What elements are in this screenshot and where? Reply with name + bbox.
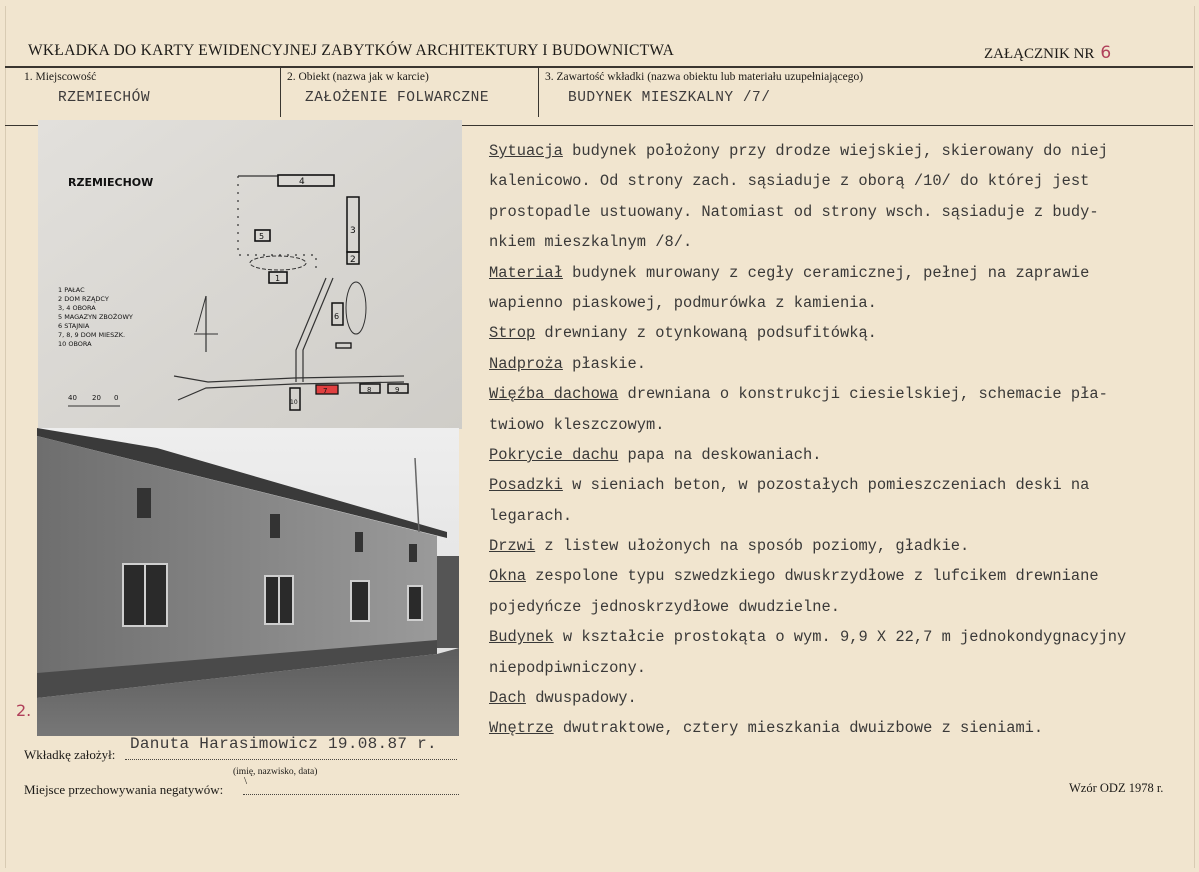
description-body: drewniana o konstrukcji ciesielskiej, schemacie pła- bbox=[618, 385, 1108, 404]
author-dotline bbox=[125, 759, 457, 760]
description-body: z listew ułożonych na sposób poziomy, gładkie. bbox=[535, 537, 970, 556]
map-place-name: RZEMIECHOW bbox=[68, 176, 154, 189]
negatives-label: Miejsce przechowywania negatywów: bbox=[24, 782, 224, 797]
description-heading: Budynek bbox=[489, 628, 554, 647]
description-heading: Strop bbox=[489, 324, 536, 343]
map-legend-5: 6 STAJNIA bbox=[58, 322, 90, 330]
map-number-1: 1 bbox=[275, 274, 281, 283]
map-legend-1: 1 PAŁAC bbox=[58, 286, 85, 294]
description-line bbox=[489, 470, 1194, 500]
map-scale-40: 40 bbox=[68, 394, 77, 402]
description-line bbox=[489, 318, 1194, 348]
description-body: prostopadle ustuowany. Natomiast od strony wsch. sąsiaduje z budy- bbox=[489, 202, 1099, 221]
description-line bbox=[489, 622, 1194, 652]
form-version: Wzór ODZ 1978 r. bbox=[1069, 781, 1164, 795]
description-body: drewniany z otynkowaną podsufitówką. bbox=[535, 324, 877, 343]
description-line bbox=[489, 501, 1194, 531]
map-number-10: 10 bbox=[290, 399, 298, 406]
description-body: twiowo kleszczowym. bbox=[489, 415, 665, 434]
map-legend-7: 10 OBORA bbox=[58, 340, 92, 348]
map-legend-6: 7, 8, 9 DOM MIESZK. bbox=[58, 331, 126, 339]
description-heading: Materiał bbox=[489, 263, 563, 282]
map-number-7: 7 bbox=[323, 387, 328, 395]
description-heading: Nadproża bbox=[489, 354, 563, 373]
map-scale-0: 0 bbox=[114, 394, 119, 402]
description-line bbox=[489, 440, 1194, 470]
description-body: niepodpiwniczony. bbox=[489, 658, 647, 677]
description-line bbox=[489, 653, 1194, 683]
object-label: 2. Obiekt (nazwa jak w karcie) bbox=[287, 71, 429, 83]
description-heading: Wnętrze bbox=[489, 719, 554, 738]
object-value: ZAŁOŻENIE FOLWARCZNE bbox=[305, 90, 490, 106]
attachment-number bbox=[984, 43, 1111, 63]
site-plan-photo bbox=[38, 120, 462, 429]
photo-annotation: 2. bbox=[16, 701, 32, 720]
description-body: kalenicowo. Od strony zach. sąsiaduje z oborą /10/ do której jest bbox=[489, 172, 1090, 191]
building-photo bbox=[37, 428, 459, 736]
description-heading: Drzwi bbox=[489, 537, 536, 556]
description-body: nkiem mieszkalnym /8/. bbox=[489, 233, 693, 252]
description-heading: Okna bbox=[489, 567, 526, 586]
map-legend-3: 3, 4 OBORA bbox=[58, 304, 96, 312]
content-label: 3. Zawartość wkładki (nazwa obiektu lub materiału uzupełniającego) bbox=[545, 71, 864, 83]
description-line bbox=[489, 288, 1194, 318]
map-number-6: 6 bbox=[334, 312, 340, 321]
description-line bbox=[489, 531, 1194, 561]
description-line bbox=[489, 136, 1194, 166]
description-text bbox=[489, 136, 1194, 744]
locality-value: RZEMIECHÓW bbox=[58, 90, 151, 106]
locality-label: 1. Miejscowość bbox=[24, 71, 97, 83]
description-body: dwutraktowe, cztery mieszkania dwuizbowe z sieniami. bbox=[553, 719, 1044, 738]
description-heading: Więźba dachowa bbox=[489, 385, 619, 404]
author-value: Danuta Harasimowicz 19.08.87 r. bbox=[130, 735, 437, 753]
negatives-dotline bbox=[243, 794, 459, 795]
card-title: WKŁADKA DO KARTY EWIDENCYJNEJ ZABYTKÓW ARCHITEKTURY I BUDOWNICTWA bbox=[28, 42, 675, 59]
description-body: wapienno piaskowej, podmurówka z kamienia. bbox=[489, 293, 877, 312]
map-number-9: 9 bbox=[395, 386, 400, 394]
description-body: płaskie. bbox=[562, 354, 647, 373]
description-line bbox=[489, 197, 1194, 227]
description-line bbox=[489, 379, 1194, 409]
description-body: budynek murowany z cegły ceramicznej, pełnej na zaprawie bbox=[562, 263, 1090, 282]
description-heading: Posadzki bbox=[489, 476, 563, 495]
description-heading: Sytuacja bbox=[489, 142, 563, 160]
field-divider-2 bbox=[538, 67, 539, 117]
attachment-number-value: 6 bbox=[1100, 43, 1112, 63]
map-number-8: 8 bbox=[367, 386, 372, 394]
building-photo-image bbox=[37, 428, 459, 736]
description-line bbox=[489, 258, 1194, 288]
map-legend-2: 2 DOM RZĄDCY bbox=[58, 295, 109, 303]
description-body: papa na deskowaniach. bbox=[618, 445, 822, 464]
map-number-4: 4 bbox=[299, 177, 305, 187]
map-scale-20: 20 bbox=[92, 394, 101, 402]
description-line bbox=[489, 166, 1194, 196]
author-caption: (imię, nazwisko, data) bbox=[233, 767, 318, 777]
description-line bbox=[489, 561, 1194, 591]
description-body: w sieniach beton, w pozostałych pomieszczeniach deski na bbox=[562, 476, 1090, 495]
description-body: pojedyńcze jednoskrzydłowe dwudzielne. bbox=[489, 597, 840, 616]
site-plan-drawing bbox=[38, 120, 462, 429]
description-line bbox=[489, 410, 1194, 440]
description-body: budynek położony przy drodze wiejskiej, skierowany do niej bbox=[562, 142, 1108, 160]
description-heading: Dach bbox=[489, 689, 526, 708]
description-body: w kształcie prostokąta o wym. 9,9 X 22,7 m jednokondygnacyjny bbox=[553, 628, 1127, 647]
description-line bbox=[489, 227, 1194, 257]
description-heading: Pokrycie dachu bbox=[489, 445, 619, 464]
content-value: BUDYNEK MIESZKALNY /7/ bbox=[568, 90, 771, 106]
field-divider-1 bbox=[280, 67, 281, 117]
description-line bbox=[489, 713, 1194, 743]
header-top-rule bbox=[5, 66, 1193, 68]
description-body: legarach. bbox=[489, 506, 573, 525]
description-body: zespolone typu szwedzkiego dwuskrzydłowe z lufcikem drewniane bbox=[525, 567, 1099, 586]
map-number-5: 5 bbox=[259, 232, 265, 241]
negatives-value: \ bbox=[244, 775, 248, 787]
description-body: dwuspadowy. bbox=[525, 689, 637, 708]
map-legend-4: 5 MAGAZYN ZBOŻOWY bbox=[58, 313, 133, 321]
map-number-3: 3 bbox=[350, 226, 356, 236]
map-number-2: 2 bbox=[350, 255, 356, 265]
description-line bbox=[489, 683, 1194, 713]
attachment-label: ZAŁĄCZNIK NR bbox=[984, 46, 1095, 62]
description-line bbox=[489, 349, 1194, 379]
description-line bbox=[489, 592, 1194, 622]
author-label: Wkładkę założył: bbox=[24, 747, 116, 762]
